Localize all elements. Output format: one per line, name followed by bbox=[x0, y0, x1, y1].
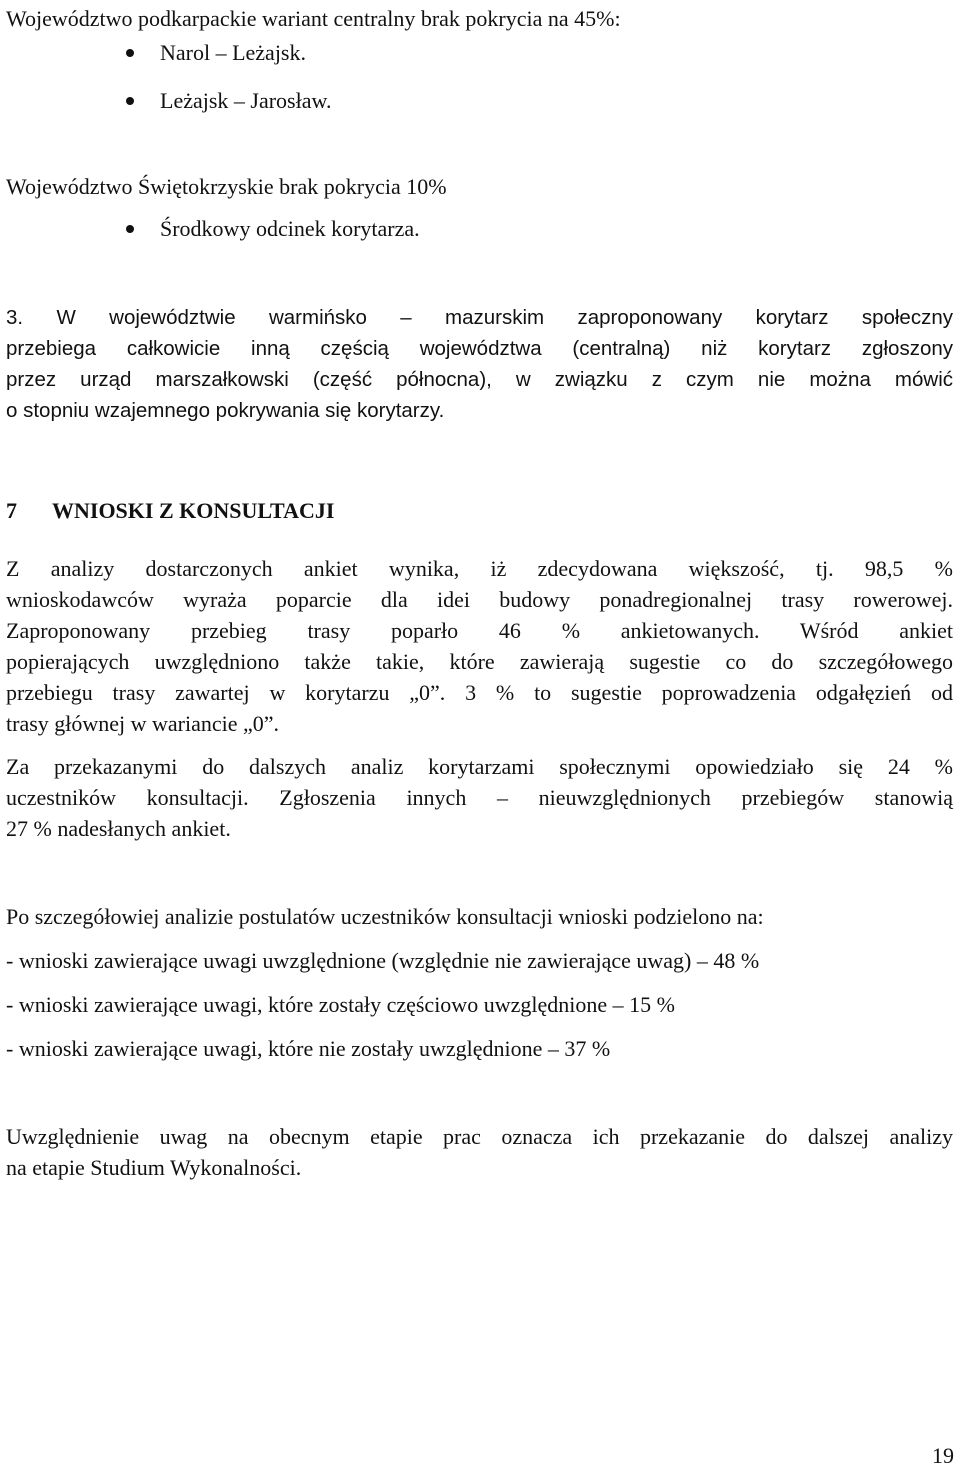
page-number: 19 bbox=[932, 1443, 954, 1468]
para1-line: przebiegu trasy zawartej w korytarzu „0”. 3 % to sugestie poprowadzenia odgałęzień od bbox=[6, 680, 953, 705]
bullet-icon bbox=[126, 225, 134, 233]
para2-line: Za przekazanymi do dalszych analiz korytarzami społecznymi opowiedziało się 24 % bbox=[6, 754, 953, 779]
para4-line: na etapie Studium Wykonalności. bbox=[6, 1155, 302, 1180]
podkarpackie-heading: Województwo podkarpackie wariant centralny brak pokrycia na 45%: bbox=[6, 6, 621, 31]
section-heading bbox=[6, 498, 606, 524]
bullet-icon bbox=[126, 97, 134, 105]
para2-line: uczestników konsultacji. Zgłoszenia innych – nieuwzględnionych przebiegów stanowią bbox=[6, 785, 953, 810]
para4-line: Uwzględnienie uwag na obecnym etapie prac oznacza ich przekazanie do dalszej analizy bbox=[6, 1124, 953, 1149]
para1-line: Z analizy dostarczonych ankiet wynika, iż zdecydowana większość, tj. 98,5 % bbox=[6, 556, 953, 581]
list-item: - wnioski zawierające uwagi, które zostały częściowo uwzględnione – 15 % bbox=[6, 992, 675, 1017]
bullet-icon bbox=[126, 49, 134, 57]
section-number: 7 bbox=[6, 498, 17, 523]
para1-line: wnioskodawców wyraża poparcie dla idei budowy ponadregionalnej trasy rowerowej. bbox=[6, 587, 953, 612]
swietokrzyskie-heading: Województwo Świętokrzyskie brak pokrycia 10% bbox=[6, 174, 447, 199]
para3: Po szczegółowiej analizie postulatów uczestników konsultacji wnioski podzielono na: bbox=[6, 904, 764, 929]
warminsko-line-2: przebiega całkowicie inną częścią województwa (centralną) niż korytarz zgłoszony bbox=[6, 337, 953, 360]
section-title: WNIOSKI Z KONSULTACJI bbox=[52, 498, 335, 523]
warminsko-line-1: 3. W województwie warmińsko – mazurskim zaproponowany korytarz społeczny bbox=[6, 306, 953, 329]
para2-line: 27 % nadesłanych ankiet. bbox=[6, 816, 231, 841]
list-item: - wnioski zawierające uwagi uwzględnione (względnie nie zawierające uwag) – 48 % bbox=[6, 948, 760, 973]
warminsko-line-3: przez urząd marszałkowski (część północna), w związku z czym nie można mówić bbox=[6, 368, 953, 391]
warminsko-line-4: o stopniu wzajemnego pokrywania się korytarzy. bbox=[6, 399, 445, 422]
para1-line: Zaproponowany przebieg trasy poparło 46 % ankietowanych. Wśród ankiet bbox=[6, 618, 953, 643]
para1-line: trasy głównej w wariancie „0”. bbox=[6, 711, 280, 736]
para1-line: popierających uwzględniono także takie, które zawierają sugestie co do szczegółowego bbox=[6, 649, 953, 674]
list-item: - wnioski zawierające uwagi, które nie zostały uwzględnione – 37 % bbox=[6, 1036, 611, 1061]
